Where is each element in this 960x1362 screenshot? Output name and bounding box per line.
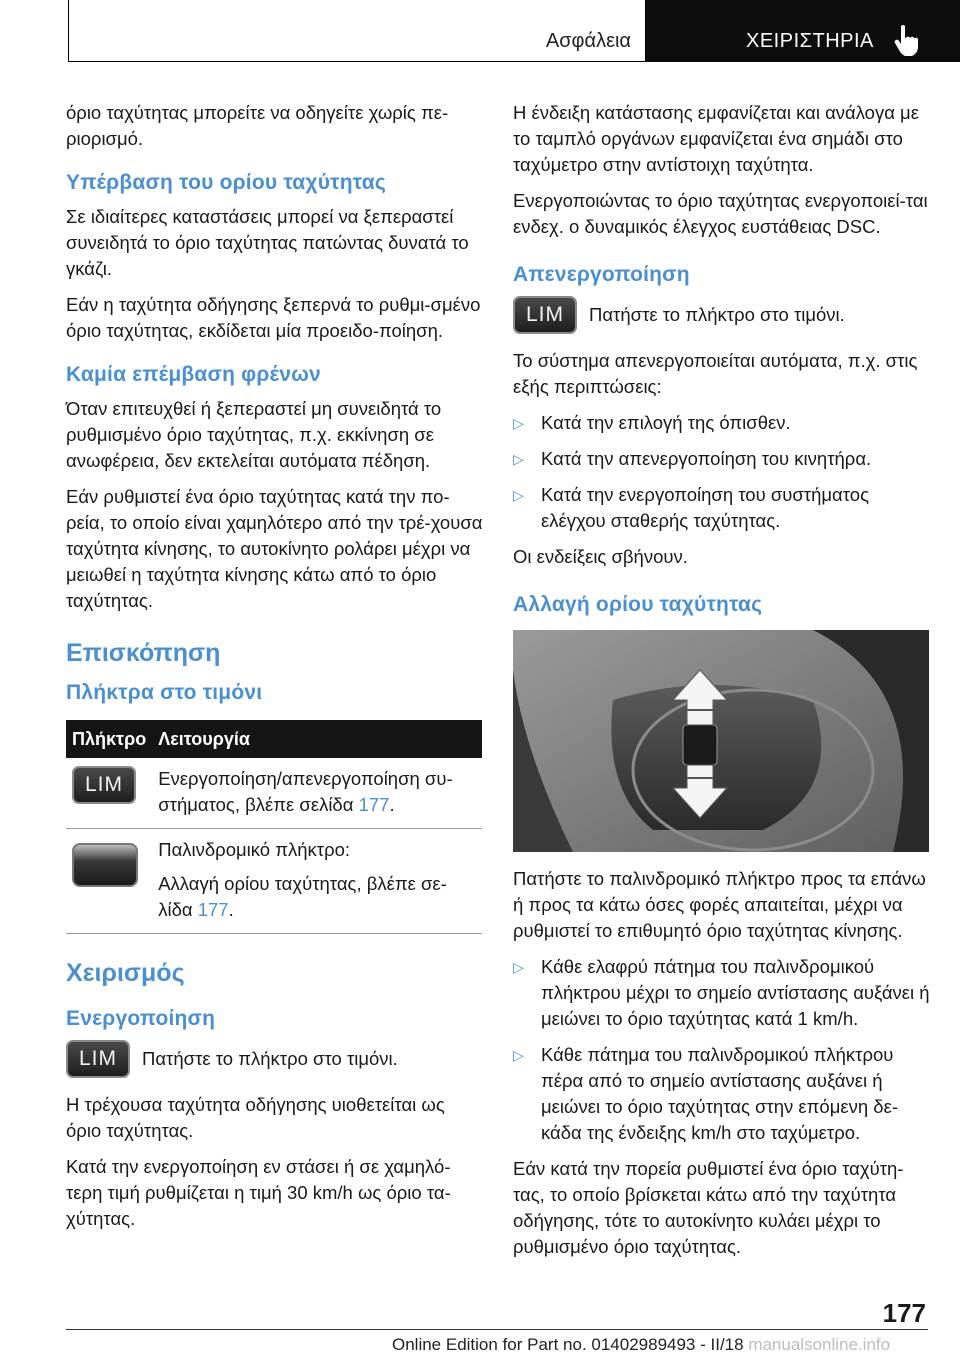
heading-activation: Ενεργοποίηση — [66, 1007, 216, 1030]
paragraph: Σε ιδιαίτερες καταστάσεις μπορεί να ξεπεραστεί συνειδητά το όριο ταχύτητας πατώντας δυνατά το γκάζι. — [66, 206, 469, 279]
row-function-text: Ενεργοποίηση/απενεργοποίηση συ-στήματος, βλέπε σελίδα — [158, 768, 453, 815]
paragraph: Το σύστημα απενεργοποιείται αυτόματα, π.χ. στις εξής περιπτώσεις: — [513, 350, 918, 397]
table-header-key: Πλήκτρο — [66, 720, 152, 758]
heading-deactivation: Απενεργοποίηση — [513, 263, 690, 286]
deactivation-cases-list — [513, 410, 933, 534]
heading-steering-keys: Πλήκτρα στο τιμόνι — [66, 681, 263, 704]
page-number: 177 — [882, 1298, 926, 1328]
table-header-function: Λειτουργία — [152, 720, 482, 758]
triangle-bullet-icon: ▷ — [513, 451, 524, 467]
paragraph: Εάν ρυθμιστεί ένα όριο ταχύτητας κατά την πο-ρεία, το οποίο είναι χαμηλότερο από την τρέ-χουσα ταχύτητα κίνησης, το αυτοκίνητο ρολάρει μέχρι να μειωθεί η ταχύτητα κίνησης κάτω από το όριο ταχύτητας. — [66, 486, 483, 611]
instruction-text: Πατήστε το πλήκτρο στο τιμόνι. — [142, 1048, 398, 1069]
left-column — [66, 100, 484, 1242]
lim-button-icon: LIM — [72, 766, 136, 804]
list-item: ▷ Κάθε πάτημα του παλινδρομικού πλήκτρου πέρα από το σημείο αντίστασης αυξάνει ή μειώνει το όριο ταχύτητας στην επόμενη δε-κάδα της ένδειξης km/h στο ταχύμετρο. — [513, 1044, 898, 1143]
lim-button-icon: LIM — [513, 296, 577, 334]
paragraph: Ενεργοποιώντας το όριο ταχύτητας ενεργοποιεί-ται ενδεχ. ο δυναμικός έλεγχος ευστάθειας DSC. — [513, 190, 928, 237]
triangle-bullet-icon: ▷ — [513, 959, 524, 975]
list-item: ▷ Κατά την απενεργοποίηση του κινητήρα. — [513, 446, 933, 472]
table-row: LIM Ενεργοποίηση/απενεργοποίηση συ-στήματος, βλέπε σελίδα 177. — [66, 758, 482, 829]
section-tab — [68, 0, 646, 62]
heading-exceed-limit: Υπέρβαση του ορίου ταχύτητας — [66, 171, 386, 194]
section-title: Ασφάλεια — [545, 30, 631, 52]
watermark: manualsonline.info — [748, 1335, 891, 1354]
page-link[interactable]: 177 — [197, 899, 229, 920]
paragraph: Η ένδειξη κατάστασης εμφανίζεται και ανάλογα με το ταμπλό οργάνων εμφανίζεται ένα σημάδι στο ταχύμετρο στην αντίστοιχη ταχύτητα. — [513, 102, 919, 175]
activation-instruction — [66, 1040, 484, 1078]
change-steps-list — [513, 954, 933, 1146]
triangle-bullet-icon: ▷ — [513, 1047, 524, 1063]
row-function-text: Παλινδρομικό πλήκτρο: — [158, 839, 351, 860]
paragraph: Όταν επιτευχθεί ή ξεπεραστεί μη συνειδητά το ρυθμισμένο όριο ταχύτητας, π.χ. εκκίνηση σε ανωφέρεια, δεν εκτελείται αυτόματα πέδηση. — [66, 398, 442, 471]
footer-divider — [66, 1329, 928, 1330]
paragraph: Οι ενδείξεις σβήνουν. — [513, 546, 688, 567]
list-item: ▷ Κάθε ελαφρύ πάτημα του παλινδρομικού πλήκτρου μέχρι το σημείο αντίστασης αυξάνει ή μειώνει το όριο ταχύτητας κατά 1 km/h. — [513, 956, 930, 1029]
paragraph: Εάν η ταχύτητα οδήγησης ξεπερνά το ρυθμι-σμένο όριο ταχύτητας, εκδίδεται μία προειδο-ποίηση. — [66, 294, 481, 341]
paragraph: Πατήστε το παλινδρομικό πλήκτρο προς τα επάνω ή προς τα κάτω όσες φορές απαιτείται, μέχρι να ρυθμιστεί το επιθυμητό όριο ταχύτητας κίνησης. — [513, 868, 926, 941]
triangle-bullet-icon: ▷ — [513, 415, 524, 431]
rocker-switch-icon — [72, 843, 138, 887]
heading-overview: Επισκόπηση — [66, 639, 221, 667]
page-link[interactable]: 177 — [358, 794, 390, 815]
paragraph: Η τρέχουσα ταχύτητα οδήγησης υιοθετείται ως όριο ταχύτητας. — [66, 1094, 445, 1141]
paragraph: Κατά την ενεργοποίηση εν στάσει ή σε χαμηλό-τερη τιμή ρυθμίζεται η τιμή 30 km/h ως όριο τα-χύτητας. — [66, 1156, 451, 1229]
paragraph: Εάν κατά την πορεία ρυθμιστεί ένα όριο ταχύτη-τας, το οποίο βρίσκεται κάτω από την ταχύτητα οδήγησης, τότε το αυτοκίνητο κυλάει μέχρι το ρυθμισμένο όριο ταχύτητας. — [513, 1158, 904, 1257]
chapter-title: ΧΕΙΡΙΣΤΗΡΙΑ — [746, 30, 874, 52]
hand-pointer-icon — [893, 24, 923, 56]
instruction-text: Πατήστε το πλήκτρο στο τιμόνι. — [589, 304, 845, 325]
heading-operation: Χειρισμός — [66, 959, 185, 987]
triangle-bullet-icon: ▷ — [513, 487, 524, 503]
lim-button-icon: LIM — [66, 1040, 130, 1078]
edition-footer — [392, 1335, 890, 1355]
row-function-text: Αλλαγή ορίου ταχύτητας, βλέπε σε-λίδα — [158, 873, 447, 920]
list-item: ▷ Κατά την ενεργοποίηση του συστήματος ελέγχου σταθερής ταχύτητας. — [513, 484, 870, 531]
table-row: Παλινδρομικό πλήκτρο: Αλλαγή ορίου ταχύτητας, βλέπε σε-λίδα 177. — [66, 829, 482, 934]
edition-text: Online Edition for Part no. 01402989493 - II/18 — [392, 1335, 744, 1354]
heading-change-limit: Αλλαγή ορίου ταχύτητας — [513, 593, 763, 616]
right-column — [513, 100, 933, 1270]
deactivation-instruction — [513, 296, 933, 334]
steering-wheel-photo — [513, 630, 929, 852]
keys-table — [66, 720, 482, 934]
list-item: ▷ Κατά την επιλογή της όπισθεν. — [513, 410, 933, 436]
heading-no-brake: Καμία επέμβαση φρένων — [66, 363, 321, 386]
paragraph: όριο ταχύτητας μπορείτε να οδηγείτε χωρίς πε-ριορισμό. — [66, 102, 449, 149]
